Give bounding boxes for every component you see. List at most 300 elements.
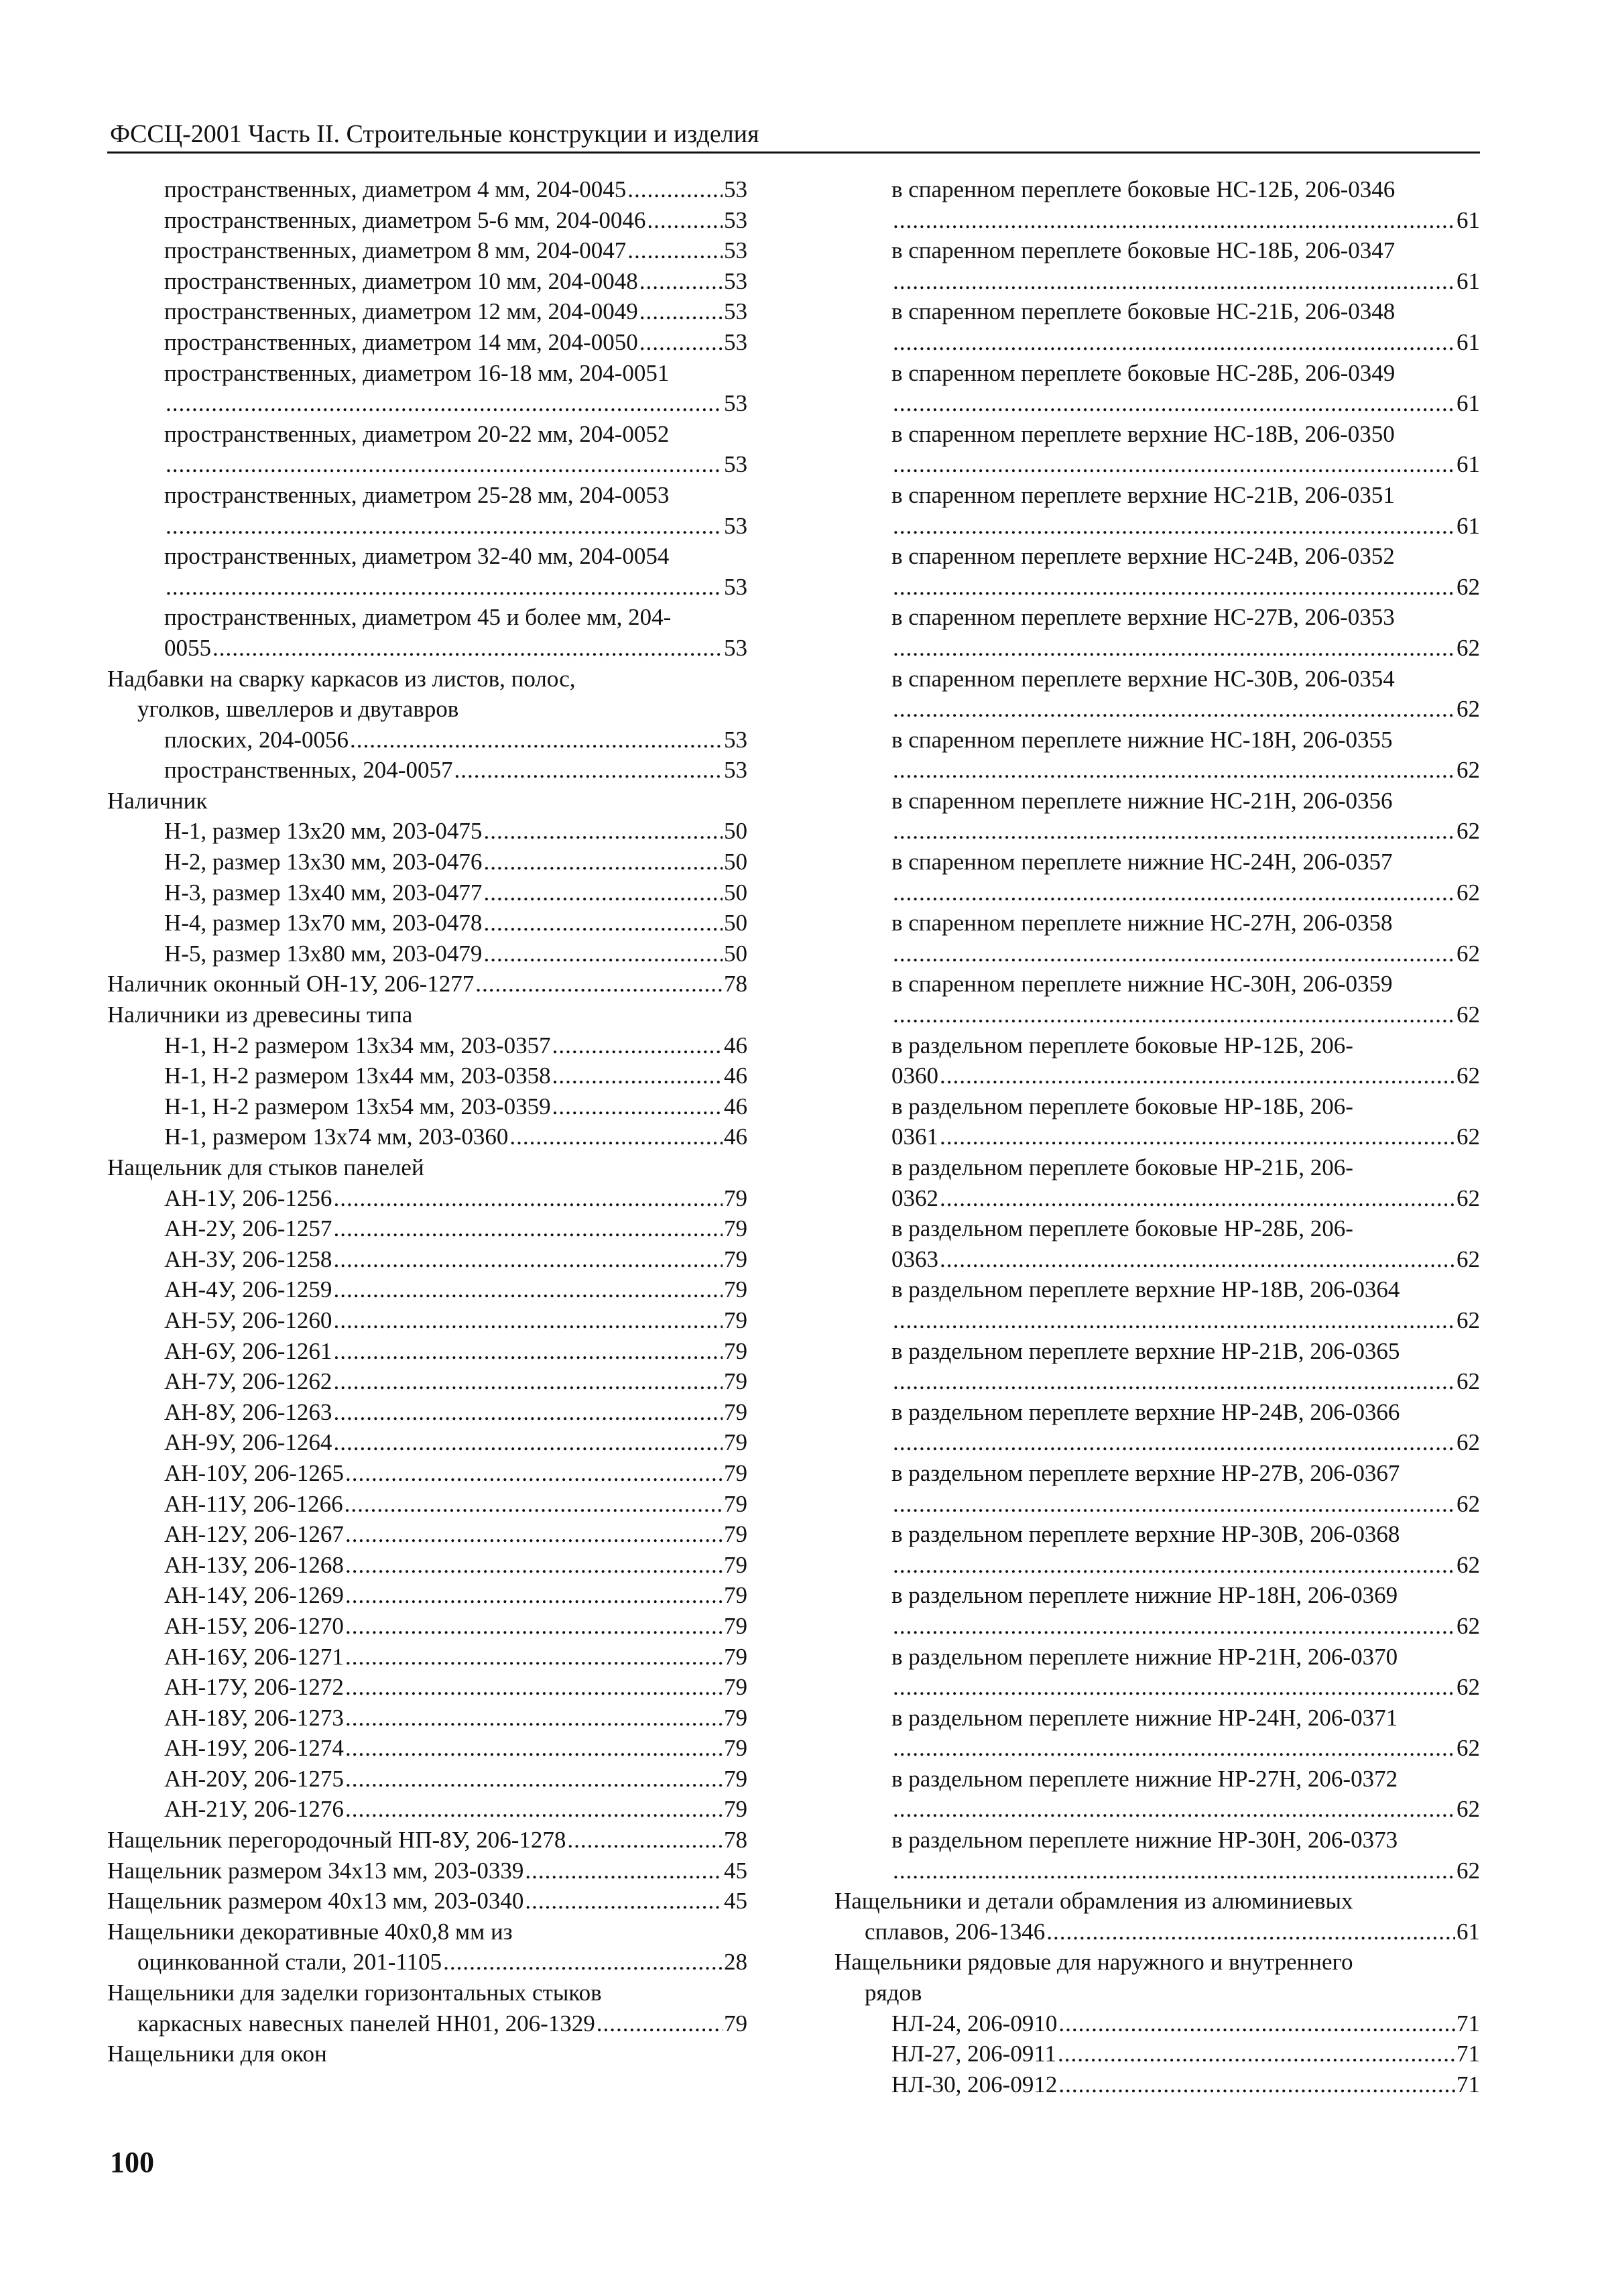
index-entry: пространственных, диаметром 16-18 мм, 204-0051	[164, 359, 670, 386]
dot-leader	[1046, 1917, 1455, 1947]
entry-page: 61	[1457, 512, 1480, 539]
index-entry-line	[891, 511, 1480, 542]
dot-leader	[552, 1091, 723, 1122]
index-entry-line	[164, 939, 747, 969]
index-entry: в раздельном переплете нижние НР-27Н, 206-0372	[891, 1765, 1398, 1792]
dot-leader	[525, 1886, 723, 1917]
entry-text: Нащельник размером 40х13 мм, 203-0340	[107, 1888, 524, 1915]
index-entry: в раздельном переплете верхние НР-18В, 206-0364	[891, 1276, 1400, 1303]
dot-leader	[893, 1550, 1455, 1581]
index-entry-line	[107, 1856, 747, 1886]
entry-page: 79	[724, 1582, 747, 1609]
entry-page: 62	[1457, 1857, 1480, 1884]
dot-leader	[333, 1274, 723, 1305]
index-entry-line	[891, 266, 1480, 297]
dot-leader	[893, 939, 1455, 969]
entry-text: Нащельник размером 34х13 мм, 203-0339	[107, 1857, 524, 1884]
index-entry: в спаренном переплете нижние НС-18Н, 206-0355	[891, 726, 1393, 753]
index-entry-line	[891, 1489, 1480, 1520]
entry-page: 46	[724, 1032, 747, 1059]
index-entry-line	[164, 1274, 747, 1305]
entry-text: 0362	[891, 1185, 938, 1211]
entry-page: 53	[724, 634, 747, 661]
entry-page: 79	[724, 1246, 747, 1272]
index-entry-line	[164, 1030, 747, 1061]
dot-leader	[1058, 2039, 1455, 2069]
entry-text: пространственных, 204-0057	[164, 757, 453, 784]
index-entry-line	[164, 1244, 747, 1275]
entry-page: 53	[724, 267, 747, 294]
index-entry-line	[107, 969, 747, 1000]
dot-leader	[893, 878, 1455, 908]
entry-page: 61	[1457, 451, 1480, 478]
entry-page: 79	[724, 1735, 747, 1762]
entry-text: АН-15У, 206-1270	[164, 1612, 344, 1639]
dot-leader	[893, 1427, 1455, 1458]
dot-leader	[345, 1764, 723, 1795]
index-entry-line	[164, 266, 747, 297]
dot-leader	[454, 755, 723, 786]
entry-page: 71	[1457, 2071, 1480, 2098]
entry-text: АН-9У, 206-1264	[164, 1429, 332, 1456]
entry-page: 62	[1457, 573, 1480, 600]
index-entry-line	[164, 1091, 747, 1122]
index-entry-line	[164, 1642, 747, 1673]
index-entry-line	[891, 1550, 1480, 1581]
index-heading: Нащельники для заделки горизонтальных стыков	[107, 1980, 602, 2006]
index-entry: в спаренном переплете верхние НС-27В, 206-0353	[891, 604, 1395, 631]
entry-text: пространственных, диаметром 5-6 мм, 204-0046	[164, 206, 646, 233]
index-entry: в раздельном переплете верхние НР-27В, 206-0367	[891, 1459, 1400, 1486]
entry-page: 50	[724, 940, 747, 967]
index-entry-line	[164, 1672, 747, 1703]
dot-leader	[893, 205, 1455, 236]
index-entry: в раздельном переплете нижние НР-18Н, 206-0369	[891, 1582, 1398, 1609]
entry-text: АН-13У, 206-1268	[164, 1551, 344, 1578]
entry-page: 50	[724, 849, 747, 875]
entry-page: 61	[1457, 206, 1480, 233]
index-entry-line	[891, 1244, 1480, 1275]
index-entry: в раздельном переплете боковые НР-21Б, 206-	[891, 1154, 1353, 1181]
entry-page: 79	[724, 1276, 747, 1303]
entry-page: 79	[724, 1643, 747, 1670]
index-entry: в раздельном переплете боковые НР-18Б, 206-	[891, 1093, 1353, 1120]
dot-leader	[333, 1336, 723, 1367]
index-entry: в раздельном переплете нижние НР-21Н, 206-0370	[891, 1643, 1398, 1670]
dot-leader	[345, 1642, 723, 1673]
entry-text: АН-7У, 206-1262	[164, 1368, 332, 1395]
entry-page: 79	[724, 2010, 747, 2037]
index-entry-line	[164, 511, 747, 542]
entry-text: каркасных навесных панелей НН01, 206-1329	[137, 2010, 595, 2037]
index-entry-line	[164, 1550, 747, 1581]
index-entry: в спаренном переплете верхние НС-21В, 206-0351	[891, 481, 1395, 508]
entry-page: 79	[724, 1612, 747, 1639]
index-entry-line	[891, 1672, 1480, 1703]
header-title: ФССЦ-2001 Часть II. Строительные конструкции и изделия	[110, 120, 759, 148]
index-entry-line	[107, 1886, 747, 1917]
entry-text: пространственных, диаметром 12 мм, 204-0049	[164, 298, 638, 325]
dot-leader	[893, 755, 1455, 786]
dot-leader	[893, 1733, 1455, 1764]
dot-leader	[893, 694, 1455, 725]
entry-text: Н-3, размер 13х40 мм, 203-0477	[164, 879, 483, 906]
dot-leader	[509, 1122, 723, 1152]
entry-text: 0363	[891, 1246, 938, 1272]
index-heading: Нащельники для окон	[107, 2041, 327, 2067]
dot-leader	[893, 572, 1455, 603]
index-entry-line	[891, 816, 1480, 847]
dot-leader	[552, 1061, 723, 1091]
index-entry: в раздельном переплете боковые НР-28Б, 206-	[891, 1215, 1353, 1242]
dot-leader	[940, 1183, 1455, 1214]
index-entry-line	[891, 205, 1480, 236]
entry-page: 28	[724, 1949, 747, 1976]
dot-leader	[893, 1794, 1455, 1825]
entry-page: 79	[724, 1674, 747, 1701]
entry-text: Н-1, Н-2 размером 13х44 мм, 203-0358	[164, 1063, 551, 1089]
dot-leader	[333, 1366, 723, 1397]
entry-page: 62	[1457, 818, 1480, 845]
entry-page: 79	[724, 1307, 747, 1333]
index-entry-line	[891, 755, 1480, 786]
entry-text: АН-18У, 206-1273	[164, 1704, 344, 1731]
dot-leader	[345, 1458, 723, 1489]
entry-page: 61	[1457, 390, 1480, 417]
dot-leader	[893, 388, 1455, 419]
index-entry: в раздельном переплете верхние НР-21В, 206-0365	[891, 1337, 1400, 1364]
entry-page: 53	[724, 451, 747, 478]
index-entry-line	[164, 1611, 747, 1642]
entry-text: 0360	[891, 1063, 938, 1089]
entry-text: 0361	[891, 1124, 938, 1150]
dot-leader	[345, 1703, 723, 1734]
entry-page: 79	[724, 1765, 747, 1792]
index-heading: уголков, швеллеров и двутавров	[137, 696, 459, 723]
index-entry-line	[164, 1061, 747, 1091]
index-entry: в спаренном переплете боковые НС-28Б, 206-0349	[891, 359, 1396, 386]
entry-page: 79	[724, 1185, 747, 1211]
dot-leader	[893, 1611, 1455, 1642]
dot-leader	[166, 572, 723, 603]
index-entry: в спаренном переплете нижние НС-24Н, 206-0357	[891, 849, 1393, 875]
index-entry: пространственных, диаметром 25-28 мм, 204-0053	[164, 481, 670, 508]
index-entry-line	[164, 755, 747, 786]
index-entry-line	[891, 633, 1480, 664]
index-entry-line	[164, 205, 747, 236]
index-entry-line	[164, 1764, 747, 1795]
entry-page: 62	[1457, 1429, 1480, 1456]
dot-leader	[567, 1825, 723, 1856]
index-entry-line	[164, 1519, 747, 1550]
dot-leader	[166, 388, 723, 419]
index-entry-line	[891, 1122, 1480, 1152]
entry-page: 53	[724, 390, 747, 417]
entry-text: Нащельник перегородочный НП-8У, 206-1278	[107, 1827, 566, 1854]
index-entry-line	[891, 878, 1480, 908]
dot-leader	[345, 1489, 723, 1520]
page-number: 100	[110, 2146, 154, 2179]
entry-page: 62	[1457, 1796, 1480, 1823]
entry-text: Наличник оконный ОН-1У, 206-1277	[107, 971, 475, 998]
entry-page: 62	[1457, 1490, 1480, 1517]
entry-page: 62	[1457, 1612, 1480, 1639]
entry-page: 79	[724, 1704, 747, 1731]
entry-page: 53	[724, 237, 747, 264]
dot-leader	[345, 1611, 723, 1642]
entry-page: 53	[724, 512, 747, 539]
index-heading: Наличники из древесины типа	[107, 1002, 413, 1028]
entry-text: Н-1, Н-2 размером 13х34 мм, 203-0357	[164, 1032, 551, 1059]
dot-leader	[893, 1366, 1455, 1397]
entry-text: АН-14У, 206-1269	[164, 1582, 344, 1609]
entry-text: пространственных, диаметром 4 мм, 204-0045	[164, 176, 627, 202]
index-entry-line	[891, 449, 1480, 480]
index-entry-line	[164, 1305, 747, 1336]
dot-leader	[475, 969, 723, 1000]
dot-leader	[893, 1856, 1455, 1886]
dot-leader	[483, 939, 723, 969]
dot-leader	[350, 725, 723, 756]
entry-page: 62	[1457, 757, 1480, 784]
index-entry: в раздельном переплете верхние НР-24В, 206-0366	[891, 1398, 1400, 1425]
entry-text: сплавов, 206-1346	[865, 1918, 1046, 1945]
index-entry-line	[891, 694, 1480, 725]
dot-leader	[597, 2008, 723, 2039]
dot-leader	[639, 296, 723, 327]
index-entry-line	[891, 327, 1480, 358]
index-heading: Нащельники и детали обрамления из алюминиевых	[834, 1888, 1353, 1915]
entry-text: АН-10У, 206-1265	[164, 1459, 344, 1486]
dot-leader	[1058, 2008, 1455, 2039]
dot-leader	[333, 1305, 723, 1336]
entry-text: 0055	[164, 634, 211, 661]
index-entry-line	[865, 1917, 1480, 1947]
entry-page: 79	[724, 1398, 747, 1425]
entry-text: АН-11У, 206-1266	[164, 1490, 343, 1517]
entry-page: 79	[724, 1459, 747, 1486]
index-entry-line	[164, 847, 747, 878]
index-entry-line	[891, 388, 1480, 419]
entry-text: Н-1, Н-2 размером 13х54 мм, 203-0359	[164, 1093, 551, 1120]
index-column-right	[834, 174, 1480, 2100]
index-entry-line	[164, 1733, 747, 1764]
entry-page: 45	[724, 1888, 747, 1915]
index-entry: в раздельном переплете нижние НР-30Н, 206-0373	[891, 1827, 1398, 1854]
entry-page: 78	[724, 1827, 747, 1854]
index-entry-line	[164, 296, 747, 327]
dot-leader	[345, 1550, 723, 1581]
entry-page: 50	[724, 818, 747, 845]
index-entry-line	[164, 572, 747, 603]
index-entry-line	[164, 174, 747, 205]
entry-page: 78	[724, 971, 747, 998]
entry-text: Н-2, размер 13х30 мм, 203-0476	[164, 849, 483, 875]
index-entry: в спаренном переплете боковые НС-18Б, 206-0347	[891, 237, 1396, 264]
dot-leader	[1058, 2069, 1455, 2100]
index-entry-line	[164, 1183, 747, 1214]
entry-text: АН-17У, 206-1272	[164, 1674, 344, 1701]
entry-page: 53	[724, 206, 747, 233]
index-entry-line	[164, 725, 747, 756]
index-entry-line	[891, 2008, 1480, 2039]
entry-text: НЛ-24, 206-0910	[891, 2010, 1058, 2037]
index-entry-line	[891, 1427, 1480, 1458]
index-entry-line	[164, 1703, 747, 1734]
index-entry: пространственных, диаметром 32-40 мм, 204-0054	[164, 543, 670, 570]
dot-leader	[893, 1489, 1455, 1520]
entry-page: 53	[724, 726, 747, 753]
entry-text: Н-5, размер 13х80 мм, 203-0479	[164, 940, 483, 967]
entry-page: 62	[1457, 634, 1480, 661]
entry-page: 62	[1457, 1246, 1480, 1272]
entry-page: 53	[724, 328, 747, 355]
dot-leader	[212, 633, 723, 664]
dot-leader	[627, 235, 723, 266]
dot-leader	[893, 266, 1455, 297]
index-entry-line	[891, 2039, 1480, 2069]
entry-text: плоских, 204-0056	[164, 726, 349, 753]
entry-text: АН-19У, 206-1274	[164, 1735, 344, 1762]
entry-page: 62	[1457, 1368, 1480, 1395]
index-entry-line	[891, 1305, 1480, 1336]
entry-text: АН-21У, 206-1276	[164, 1796, 344, 1823]
entry-page: 62	[1457, 1002, 1480, 1028]
index-entry: пространственных, диаметром 20-22 мм, 204-0052	[164, 420, 670, 447]
entry-page: 79	[724, 1490, 747, 1517]
dot-leader	[166, 449, 723, 480]
dot-leader	[333, 1213, 723, 1244]
dot-leader	[166, 511, 723, 542]
index-entry-line	[891, 1061, 1480, 1091]
index-entry-line	[891, 1366, 1480, 1397]
index-heading: Нащельники рядовые для наружного и внутреннего	[834, 1949, 1353, 1976]
entry-text: АН-16У, 206-1271	[164, 1643, 344, 1670]
entry-text: Н-1, размер 13х20 мм, 203-0475	[164, 818, 483, 845]
entry-page: 79	[724, 1796, 747, 1823]
dot-leader	[893, 1000, 1455, 1030]
index-entry-line	[164, 327, 747, 358]
dot-leader	[627, 174, 723, 205]
dot-leader	[345, 1672, 723, 1703]
dot-leader	[525, 1856, 723, 1886]
index-entry-line	[164, 908, 747, 939]
dot-leader	[893, 816, 1455, 847]
entry-page: 46	[724, 1093, 747, 1120]
dot-leader	[333, 1183, 723, 1214]
index-entry-line	[164, 1427, 747, 1458]
entry-page: 62	[1457, 1551, 1480, 1578]
index-entry: в раздельном переплете нижние НР-24Н, 206-0371	[891, 1704, 1398, 1731]
index-column-left	[107, 174, 747, 2069]
index-entry: в спаренном переплете нижние НС-21Н, 206-0356	[891, 787, 1393, 814]
entry-page: 62	[1457, 1185, 1480, 1211]
index-entry-line	[891, 2069, 1480, 2100]
index-entry-line	[164, 1580, 747, 1611]
index-entry-line	[891, 1611, 1480, 1642]
dot-leader	[483, 908, 723, 939]
dot-leader	[443, 1947, 723, 1978]
entry-page: 53	[724, 176, 747, 202]
index-entry-line	[164, 1122, 747, 1152]
dot-leader	[333, 1244, 723, 1275]
entry-page: 62	[1457, 1674, 1480, 1701]
index-entry-line	[164, 1213, 747, 1244]
dot-leader	[647, 205, 723, 236]
entry-page: 45	[724, 1857, 747, 1884]
dot-leader	[893, 511, 1455, 542]
entry-text: оцинкованной стали, 201-1105	[137, 1949, 442, 1976]
dot-leader	[940, 1122, 1455, 1152]
index-entry-line	[164, 449, 747, 480]
running-header	[107, 110, 1480, 154]
entry-page: 79	[724, 1551, 747, 1578]
index-entry-line	[164, 1397, 747, 1428]
index-entry: в спаренном переплете верхние НС-18В, 206-0350	[891, 420, 1395, 447]
entry-page: 79	[724, 1215, 747, 1242]
index-entry: в спаренном переплете верхние НС-30В, 206-0354	[891, 665, 1395, 692]
index-entry-line	[891, 1000, 1480, 1030]
entry-page: 71	[1457, 2041, 1480, 2067]
index-entry-line	[891, 572, 1480, 603]
entry-text: АН-6У, 206-1261	[164, 1337, 332, 1364]
entry-text: АН-8У, 206-1263	[164, 1398, 332, 1425]
entry-text: НЛ-27, 206-0911	[891, 2041, 1057, 2067]
index-entry-line	[137, 2008, 747, 2039]
index-entry-line	[164, 1366, 747, 1397]
entry-text: АН-4У, 206-1259	[164, 1276, 332, 1303]
index-entry: пространственных, диаметром 45 и более мм, 204-	[164, 604, 672, 631]
entry-page: 61	[1457, 328, 1480, 355]
index-entry-line	[891, 1794, 1480, 1825]
dot-leader	[345, 1794, 723, 1825]
entry-text: пространственных, диаметром 14 мм, 204-0050	[164, 328, 638, 355]
entry-page: 79	[724, 1429, 747, 1456]
entry-text: АН-20У, 206-1275	[164, 1765, 344, 1792]
index-entry-line	[107, 1825, 747, 1856]
entry-page: 62	[1457, 1124, 1480, 1150]
dot-leader	[893, 633, 1455, 664]
entry-page: 62	[1457, 940, 1480, 967]
entry-page: 79	[724, 1368, 747, 1395]
entry-page: 62	[1457, 879, 1480, 906]
entry-text: Н-1, размером 13х74 мм, 203-0360	[164, 1124, 509, 1150]
entry-text: Н-4, размер 13х70 мм, 203-0478	[164, 910, 483, 936]
entry-page: 50	[724, 879, 747, 906]
index-heading: Нащельник для стыков панелей	[107, 1154, 424, 1181]
entry-text: НЛ-30, 206-0912	[891, 2071, 1058, 2098]
entry-page: 53	[724, 298, 747, 325]
dot-leader	[893, 1672, 1455, 1703]
dot-leader	[483, 847, 723, 878]
entry-page: 79	[724, 1521, 747, 1548]
index-entry: в раздельном переплете верхние НР-30В, 206-0368	[891, 1521, 1400, 1548]
entry-text: АН-3У, 206-1258	[164, 1246, 332, 1272]
index-entry-line	[164, 1794, 747, 1825]
index-entry: в спаренном переплете боковые НС-12Б, 206-0346	[891, 176, 1396, 202]
dot-leader	[639, 266, 723, 297]
dot-leader	[345, 1733, 723, 1764]
entry-page: 50	[724, 910, 747, 936]
dot-leader	[483, 878, 723, 908]
dot-leader	[893, 327, 1455, 358]
entry-page: 46	[724, 1124, 747, 1150]
dot-leader	[333, 1427, 723, 1458]
index-entry-line	[164, 1336, 747, 1367]
index-heading: Нащельники декоративные 40х0,8 мм из	[107, 1918, 513, 1945]
entry-text: АН-5У, 206-1260	[164, 1307, 332, 1333]
index-entry: в спаренном переплете нижние НС-30Н, 206-0359	[891, 971, 1393, 998]
